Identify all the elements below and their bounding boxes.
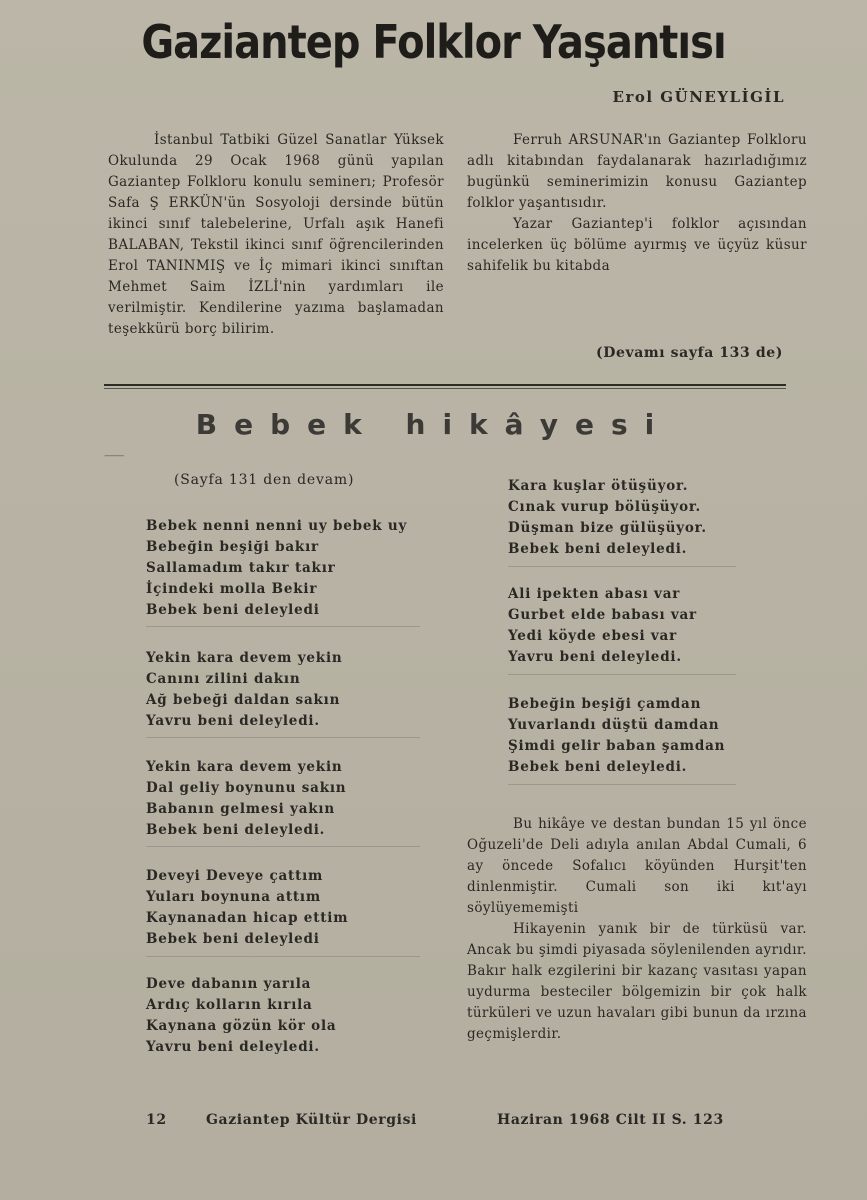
poem-line: Yavru beni deleyledi.	[146, 1039, 320, 1055]
poem-line: Kaynanadan hicap ettim	[146, 910, 349, 926]
poem-line: Deve dabanın yarıla	[146, 976, 312, 992]
poem-stanza	[146, 648, 343, 732]
article-author: Erol GÜNEYLİGİL	[612, 88, 785, 106]
poem-line: Yuları boynuna attım	[146, 889, 321, 905]
section-divider	[104, 384, 786, 386]
poem-line: Bebek beni deleyledi.	[146, 822, 326, 838]
section-title: Bebek hikâyesi	[195, 408, 672, 441]
intro-paragraph: Ferruh ARSUNAR'ın Gaziantep Folkloru adlı kitabından faydalanarak hazırladığımız bugünkü seminerimizin konusu Gaziantep folklor yaşantısıdır.	[467, 132, 807, 211]
footer-issue: Haziran 1968 Cilt II S. 123	[497, 1112, 724, 1128]
stanza-separator	[508, 566, 736, 567]
intro-paragraph: Yazar Gaziantep'i folklor açısından incelerken üç bölüme ayırmış ve üçyüz küsur sahifelik bu kitabda	[467, 216, 807, 274]
poem-line: Bebek nenni nenni uy bebek uy	[146, 518, 408, 534]
intro-paragraph: İstanbul Tatbiki Güzel Sanatlar Yüksek Okulunda 29 Ocak 1968 günü yapılan Gaziantep Folkloru konulu seminerı; Profesör Safa Ş ERKÜN'ün Sosyoloji dersinde bütün ikinci sınıf talebelerine, Urfalı aşık Hanefi BALABAN, Tekstil ikinci sınıf öğrencilerinden Erol TANINMIŞ ve İç mimari ikinci sınıftan Mehmet Saim İZLİ'nin yardımları ile verilmiştir. Kendilerine yazıma başlamadan teşekkürü borç bilirim.	[108, 132, 444, 337]
footer-magazine-name: Gaziantep Kültür Dergisi	[206, 1112, 417, 1128]
continued-note: (Devamı sayfa 133 de)	[596, 345, 783, 361]
poem-stanza	[508, 584, 697, 668]
stanza-separator	[146, 737, 420, 738]
poem-line: Cınak vurup bölüşüyor.	[508, 499, 702, 515]
poem-stanza	[146, 866, 348, 950]
poem-line: Kaynana gözün kör ola	[146, 1018, 337, 1034]
poem-line: Ali ipekten abası var	[508, 586, 681, 602]
poem-stanza	[508, 694, 725, 778]
poem-line: Bebek beni deleyledi.	[508, 759, 688, 775]
poem-line: Bebeğin beşiği bakır	[146, 539, 319, 555]
poem-line: Dal geliy boynunu sakın	[146, 780, 347, 796]
poem-line: Yavru beni deleyledi.	[508, 649, 682, 665]
poem-stanza	[146, 757, 346, 841]
stanza-separator	[146, 846, 420, 847]
poem-line: Yekin kara devem yekin	[146, 759, 343, 775]
poem-line: Ağ bebeği daldan sakın	[146, 692, 341, 708]
poem-stanza	[508, 476, 707, 560]
poem-line: Deveyi Deveye çattım	[146, 868, 324, 884]
stanza-separator	[146, 626, 420, 627]
poem-line: Bebeğin beşiği çamdan	[508, 696, 702, 712]
poem-line: Kara kuşlar ötüşüyor.	[508, 478, 689, 494]
intro-right-column	[467, 130, 807, 277]
article-headline: Gaziantep Folklor Yaşantısı	[141, 16, 726, 70]
stanza-separator	[508, 674, 736, 675]
ornament-icon: ⸺	[104, 448, 125, 462]
poem-line: Bebek beni deleyledi	[146, 602, 320, 618]
closing-paragraph: Hikayenin yanık bir de türküsü var. Ancak bu şimdi piyasada söylenilenden ayrıdır. Bakır halk ezgilerini bir kazanç vasıtası yapan uydurma besteciler bölgemizin bir çok halk türküleri ve uzun havaları gibi bunun da ırzına geçmişlerdir.	[467, 921, 807, 1042]
poem-line: Babanın gelmesi yakın	[146, 801, 335, 817]
poem-line: Bebek beni deleyledi.	[508, 541, 688, 557]
poem-line: Düşman bize gülüşüyor.	[508, 520, 707, 536]
poem-line: Yedi köyde ebesi var	[508, 628, 678, 644]
poem-line: Yavru beni deleyledi.	[146, 713, 320, 729]
poem-line: Ardıç kolların kırıla	[146, 997, 313, 1013]
poem-line: Yekin kara devem yekin	[146, 650, 343, 666]
stanza-separator	[508, 784, 736, 785]
poem-stanza	[146, 974, 336, 1058]
poem-stanza	[146, 516, 407, 621]
source-note: (Sayfa 131 den devam)	[174, 472, 355, 488]
stanza-separator	[146, 956, 420, 957]
poem-line: Yuvarlandı düştü damdan	[508, 717, 720, 733]
poem-line: Şimdi gelir baban şamdan	[508, 738, 726, 754]
poem-line: Sallamadım takır takır	[146, 560, 336, 576]
closing-text	[467, 814, 807, 1045]
footer-page-number: 12	[146, 1112, 167, 1128]
section-divider-thin	[104, 388, 786, 389]
poem-line: Gurbet elde babası var	[508, 607, 697, 623]
poem-line: Bebek beni deleyledi	[146, 931, 320, 947]
intro-left-column	[108, 130, 444, 340]
poem-line: İçindeki molla Bekir	[146, 581, 318, 597]
poem-line: Canını zilini dakın	[146, 671, 301, 687]
closing-paragraph: Bu hikâye ve destan bundan 15 yıl önce Oğuzeli'de Deli adıyla anılan Abdal Cumali, 6 ay öncede Sofalıcı köyünden Hurşit'ten dinlenmiştir. Cumali son iki kıt'ayı söylüyememişti	[467, 816, 807, 916]
